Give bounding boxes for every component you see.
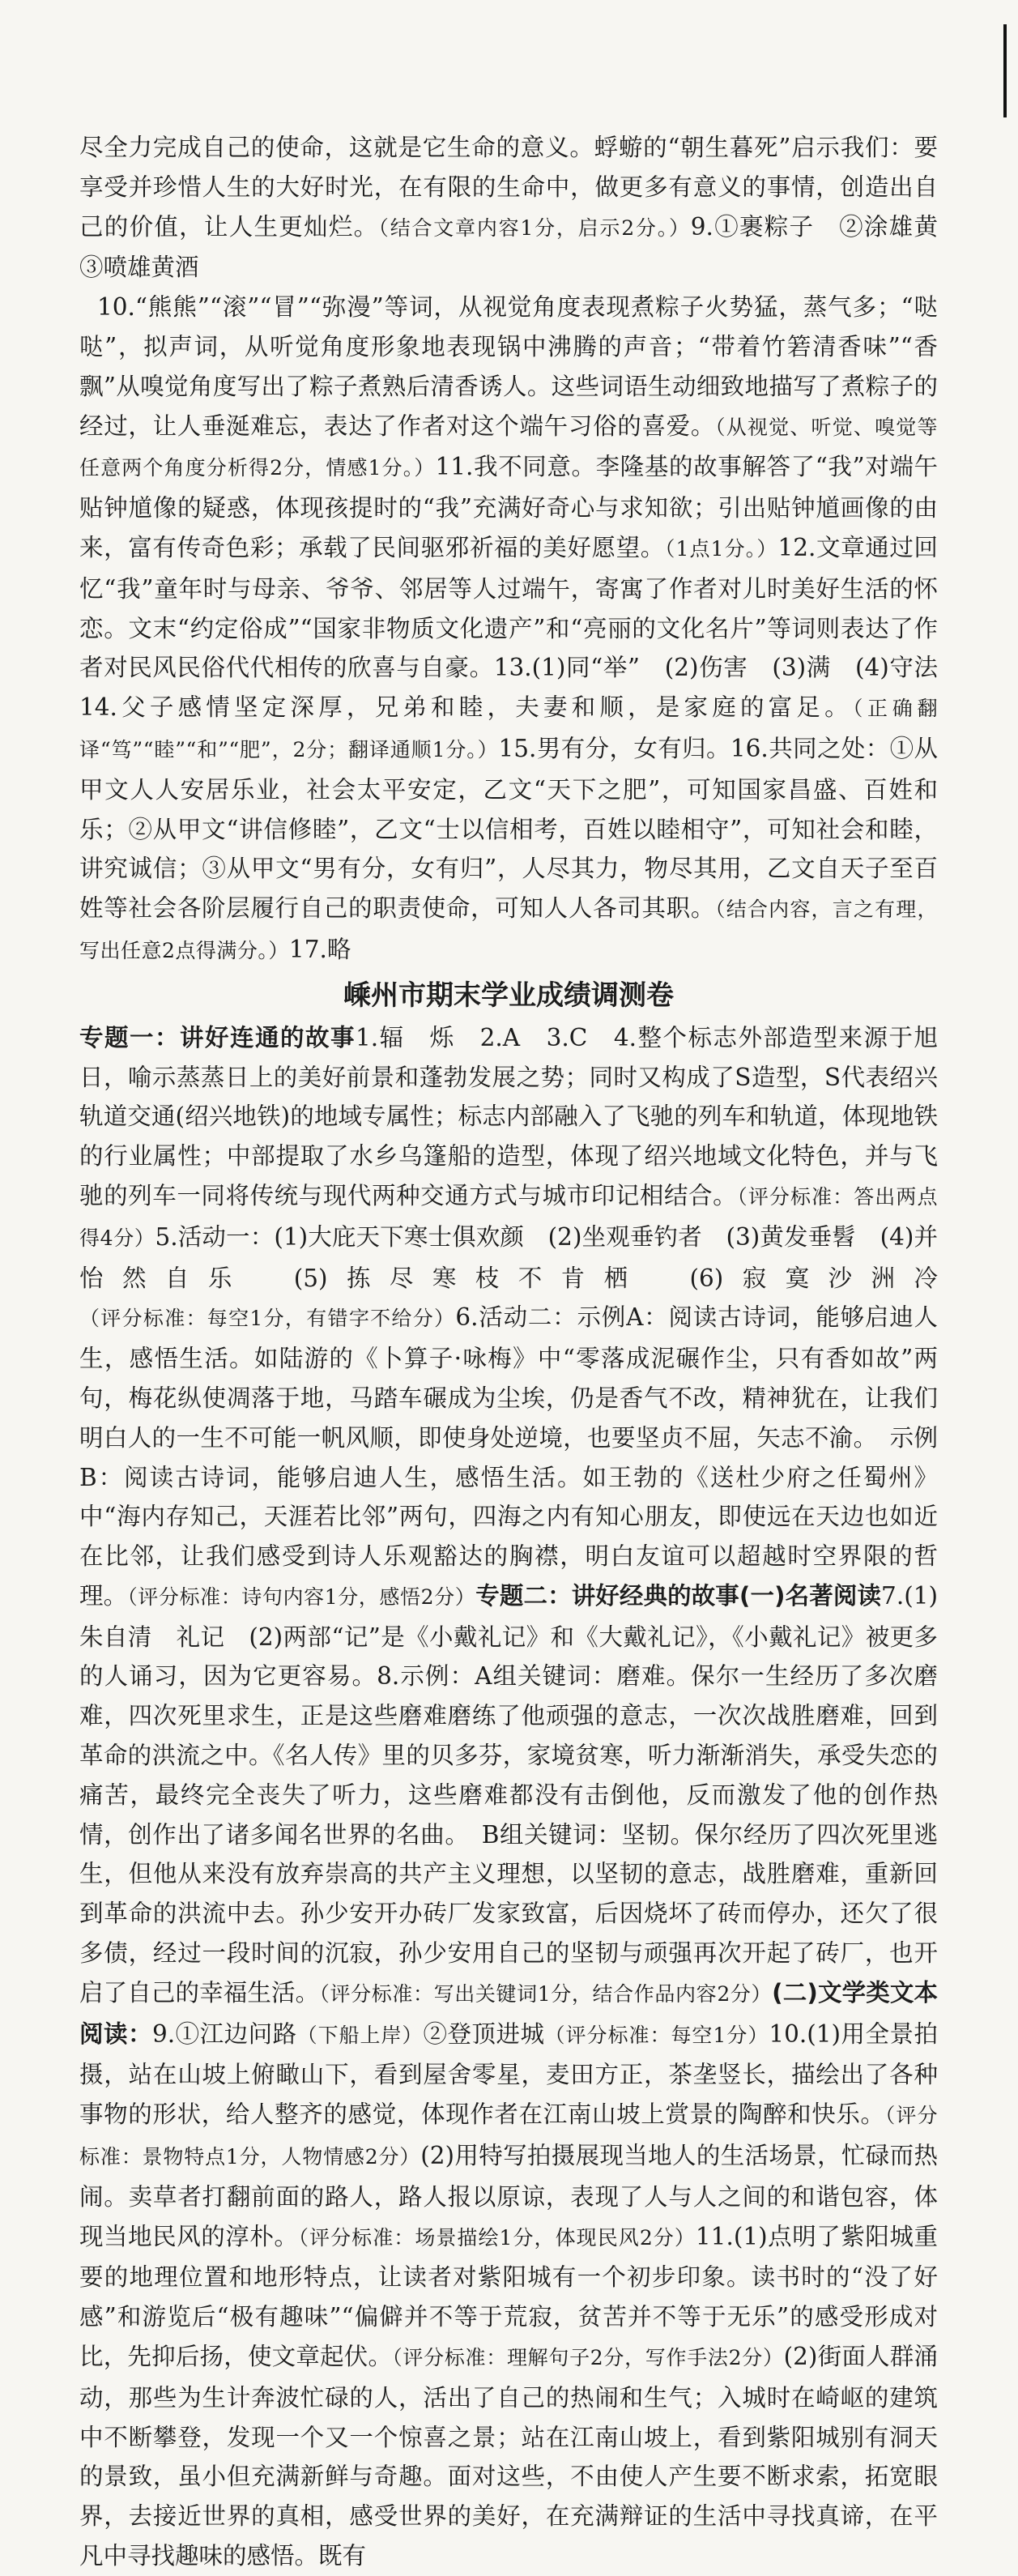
answer-text: 9.①江边问路: [151, 2019, 297, 2048]
answer-block-2: [79, 288, 938, 971]
answer-text: 9.①裹粽子 ②涂雄黄 ③喷雄黄酒: [79, 212, 962, 282]
scoring-note: （评分标准：场景描绘1分，体现民风2分）: [298, 2225, 696, 2250]
scoring-note: （评分标准：答出两点得4分）: [79, 1184, 938, 1250]
scoring-note: （评分标准：景物特点1分，人物情感2分）: [79, 2104, 938, 2169]
answer-text: 17.略: [288, 935, 351, 963]
scoring-note: （下船上岸）: [296, 2023, 424, 2047]
page-edge-line: [1003, 24, 1007, 117]
answer-text: 12.文章通过回忆“我”童年时与母亲、爷爷、邻居等人过端午，寄寓了作者对儿时美好生活的怀恋。文末“约定俗成”“国家非物质文化遗产”和“亮丽的文化名片”等词则表达了作者对民风民俗代代相传的欣喜与自豪。: [79, 533, 938, 682]
scoring-note: （评分标准：理解句子2分，写作手法2分）: [392, 2346, 784, 2370]
scoring-note: （从视觉、听觉、嗅觉等任意两个角度分析得2分，情感1分。）: [79, 415, 938, 480]
answer-text: 1.辐 烁 2.A 3.C 4.整个标志外部造型来源于旭日，喻示蒸蒸日上的美好前景和蓬勃发展之势；同时又构成了S造型，S代表绍兴轨道交通(绍兴地铁)的地域专属性；标志内部融入了飞驰的列车和轨道，体现地铁的行业属性；中部提取了水乡乌篷船的造型，体现了绍兴地域文化特色，并与飞驰的列车一同将传统与现代两种交通方式与城市印记相结合。: [79, 1023, 938, 1209]
answer-text: 10.(1)用全景拍摄，站在山坡上俯瞰山下，看到屋舍零星，麦田方正，茶垄竖长，描绘出了各种事物的形状，给人整齐的感觉，体现作者在江南山坡上赏景的陶醉和快乐。: [79, 2019, 938, 2129]
answer-text: 13.(1)同“举” (2)伤害 (3)满 (4)守法: [493, 654, 938, 682]
section-heading: 专题二：讲好经典的故事(一)名著阅读: [475, 1581, 882, 1610]
answer-block-1: [79, 128, 962, 288]
answer-text: 16.共同之处：①从甲文人人安居乐业，社会太平安定，乙文“天下之肥”，可知国家昌盛、百姓和乐；②从甲文“讲信修睦”，乙文“士以信相考，百姓以睦相守”，可知社会和睦，讲究诚信；③从甲文“男有分，女有归”，人尽其力，物尽其用，乙文自天子至百姓等社会各阶层履行自己的职责使命，可知人人各司其职。: [79, 734, 938, 923]
answer-block-3: [79, 1018, 938, 2576]
answer-text: 14.父子感情坚定深厚，兄弟和睦，夫妻和顺，是家庭的富足。: [79, 693, 853, 722]
scoring-note: （1点1分。）: [664, 536, 778, 561]
scoring-note: （评分标准：每空1分，有错字不给分）: [79, 1307, 456, 1331]
answer-text: 尽全力完成自己的使命，这就是它生命的意义。蜉蝣的“朝生暮死”启示我们：要享受并珍惜人生的大好时光，在有限的生命中，做更多有意义的事情，创造出自己的价值，让人生更灿烂。: [79, 134, 938, 241]
exam-title: 嵊州市期末学业成绩调测卷: [343, 979, 674, 1012]
answer-text: ②登顶进城: [423, 2019, 545, 2048]
answer-text: 7.(1)朱自清 礼记 (2)两部“记”是《小戴礼记》和《大戴礼记》，《小戴礼记》被更多的人诵习，因为它更容易。: [79, 1581, 938, 1691]
answer-text: 5.活动一：(1)大庇天下寒士俱欢颜 (2)坐观垂钓者 (3)黄发垂髫 (4)并怡然自乐 (5)拣尽寒枝不肯栖 (6)寂寞沙洲冷: [79, 1222, 939, 1292]
scoring-note: （结合文章内容1分，启示2分。）: [378, 215, 691, 240]
answer-text: 15.男有分，女有归。: [498, 734, 730, 762]
answer-text: 11.(1)点明了紫阳城重要的地理位置和地形特点，让读者对紫阳城有一个初步印象。读书时的“没了好感”和游览后“极有趣味”“偏僻并不等于荒寂，贫苦并不等于无乐”的感受形成对比，先抑后扬，使文章起伏。: [79, 2222, 938, 2371]
scoring-note: （评分标准：每空1分）: [544, 2023, 769, 2047]
section-heading: 专题一：讲好连通的故事: [79, 1023, 356, 1051]
answer-text: 6.活动二：示例A：阅读古诗词，能够启迪人生，感悟生活。如陆游的《卜算子·咏梅》中“零落成泥碾作尘，只有香如故”两句，梅花纵使凋落于地，马踏车碾成为尘埃，仍是香气不改，精神犹在，让我们明白人的一生不可能一帆风顺，即使身处逆境，也要坚贞不屈，矢志不渝。 示例B：阅读古诗词，能够启迪人生，感悟生活。如王勃的《送杜少府之任蜀州》中“海内存知己，天涯若比邻”两句，四海之内有知心朋友，即使远在天边也如近在比邻，让我们感受到诗人乐观豁达的胸襟，明白友谊可以超越时空界限的哲理。: [79, 1303, 938, 1610]
section-heading: (二)文学类文本阅读：: [79, 1978, 938, 2048]
answer-text: (2)用特写拍摄展现当地人的生活场景，忙碌而热闹。卖草者打翻前面的路人，路人报以原谅，表现了人与人之间的和谐包容，体现当地民风的淳朴。: [79, 2142, 938, 2250]
answer-page: [79, 128, 962, 2576]
answer-text: 8.示例：A组关键词：磨难。保尔一生经历了多次磨难，四次死里求生，正是这些磨难磨练了他顽强的意志，一次次战胜磨难，回到革命的洪流之中。《名人传》里的贝多芬，家境贫寒，听力渐渐消失，承受失恋的痛苦，最终完全丧失了听力，这些磨难都没有击倒他，反而激发了他的创作热情，创作出了诸多闻名世界的名曲。 B组关键词：坚韧。保尔经历了四次死里逃生，但他从来没有放弃崇高的共产主义理想，以坚韧的意志，战胜磨难，重新回到革命的洪流中去。孙少安开办砖厂发家致富，后因烧坏了砖而停办，还欠了很多债，经过一段时间的沉寂，孙少安用自己的坚韧与顽强再次开起了砖厂，也开启了自己的幸福生活。: [79, 1662, 938, 2007]
scoring-note: （评分标准：诗句内容1分，感悟2分）: [127, 1584, 476, 1609]
answer-text: 10.“熊熊”“滚”“冒”“弥漫”等词，从视觉角度表现煮粽子火势猛，蒸气多；“哒哒”，拟声词，从听觉角度形象地表现锅中沸腾的声音；“带着竹箬清香味”“香飘”从嗅觉角度写出了粽子煮熟后清香诱人。这些词语生动细致地描写了煮粽子的经过，让人垂涎难忘，表达了作者对这个端午习俗的喜爱。: [79, 293, 938, 440]
scoring-note: （正确翻译“笃”“睦”“和”“肥”，2分；翻译通顺1分。）: [79, 697, 938, 761]
scoring-note: （结合内容，言之有理，写出任意2点得满分。）: [79, 898, 938, 962]
answer-text: 11.我不同意。李隆基的故事解答了“我”对端午贴钟馗像的疑惑，体现孩提时的“我”充满好奇心与求知欲；引出贴钟馗画像的由来，富有传奇色彩；承载了民间驱邪祈福的美好愿望。: [79, 453, 938, 561]
scoring-note: （评分标准：写出关键词1分，结合作品内容2分）: [319, 1981, 773, 2006]
answer-text: (2)街面人群涌动，那些为生计奔波忙碌的人，活出了自己的热闹和生气；入城时在崎岖的建筑中不断攀登，发现一个又一个惊喜之景；站在江南山坡上，看到紫阳城别有洞天的景致，虽小但充满新鲜与奇趣。面对这些，不由使人产生要不断求索，拓宽眼界，去接近世界的真相，感受世界的美好，在充满辩证的生活中寻找真谛，在平凡中寻找趣味的感悟。既有: [79, 2343, 938, 2570]
